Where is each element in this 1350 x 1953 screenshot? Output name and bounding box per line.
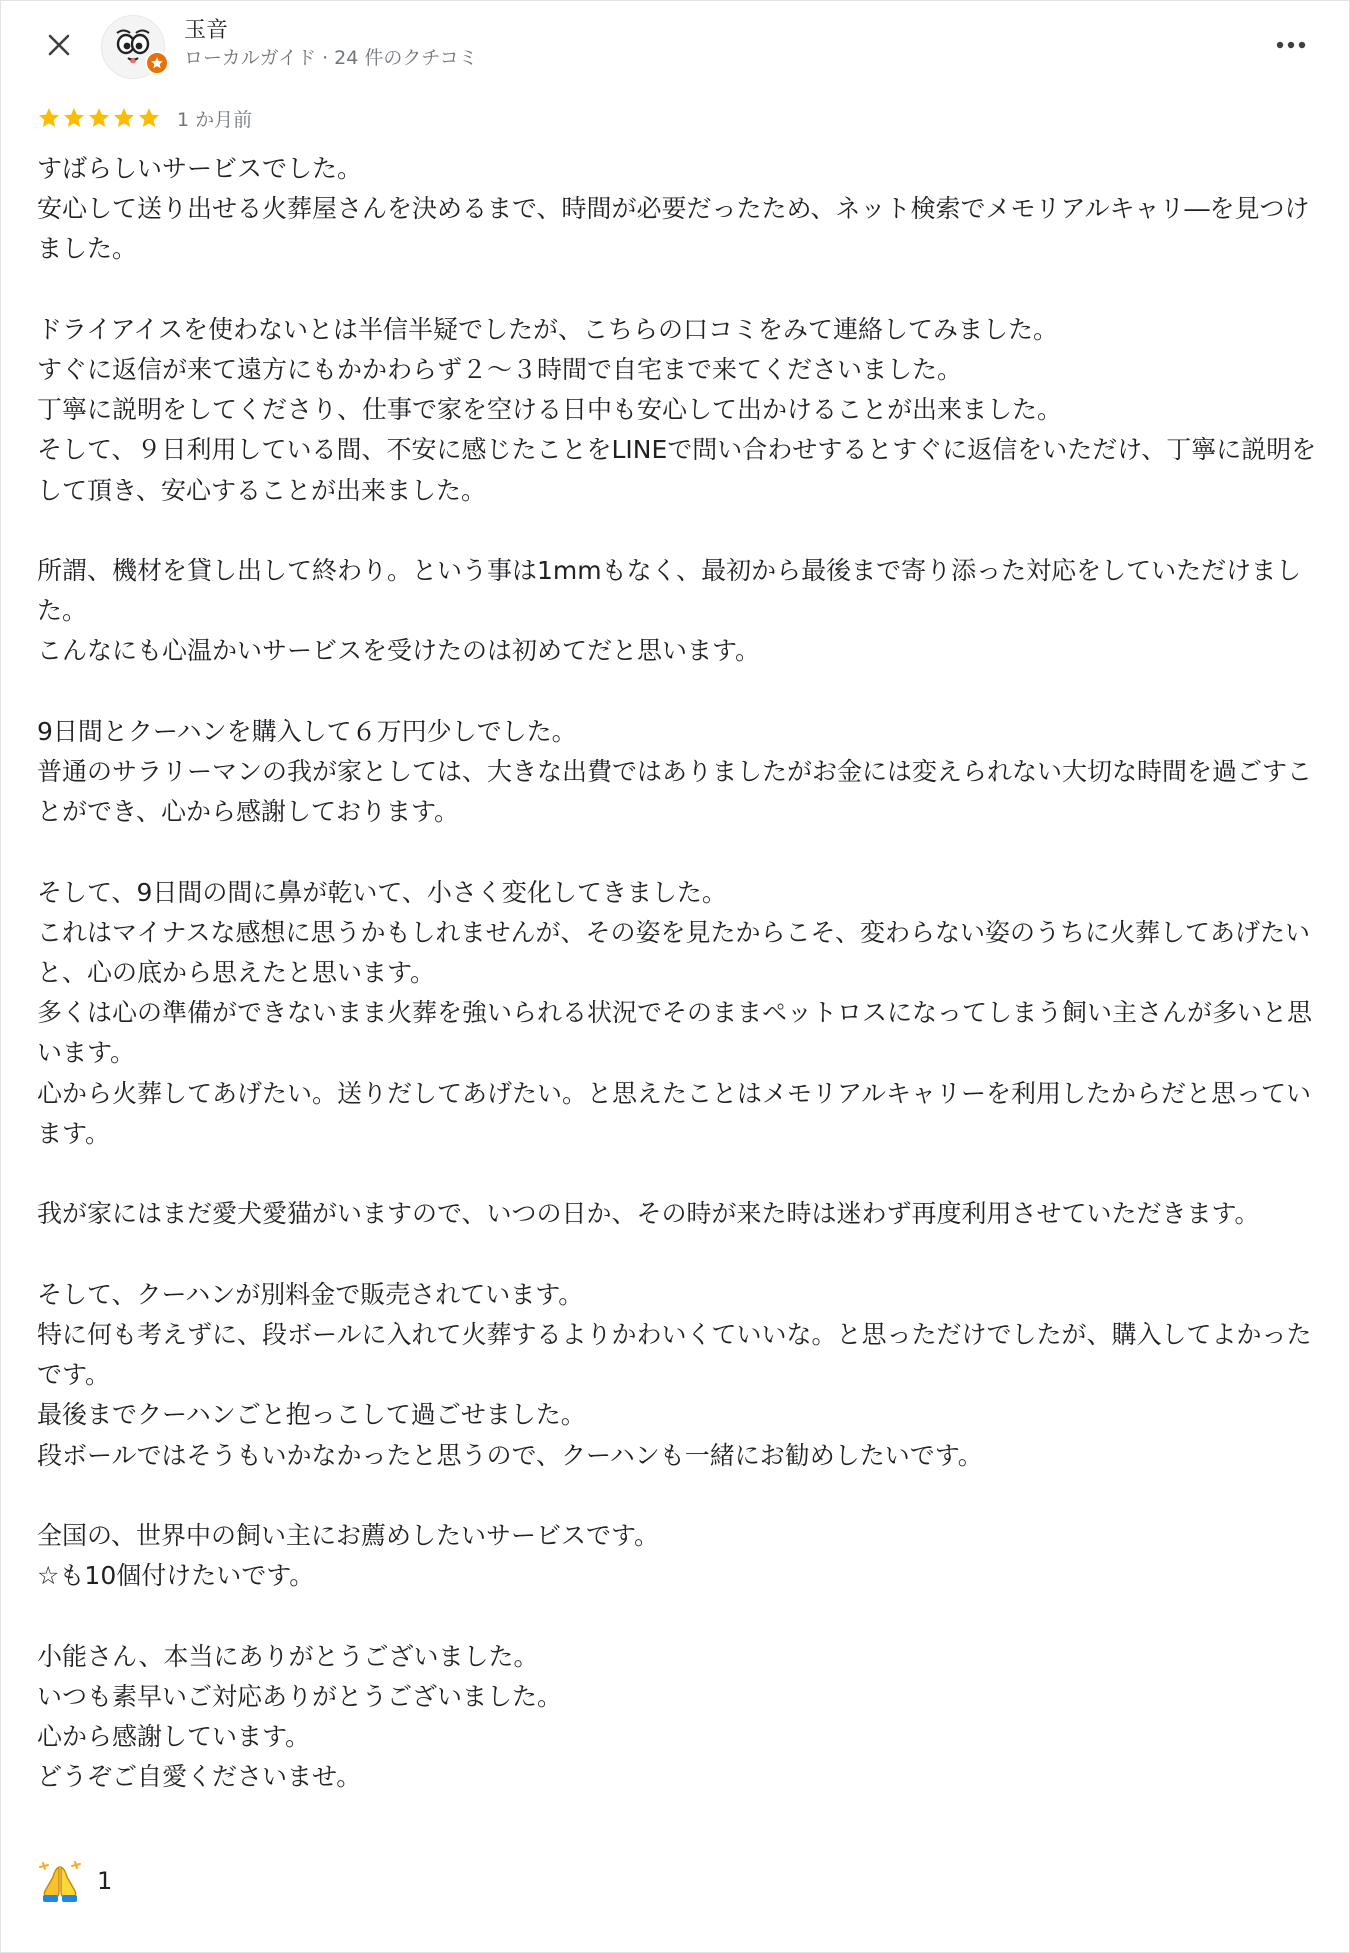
more-dots-icon [1275, 40, 1307, 50]
reviewer-name[interactable]: 玉音 [184, 18, 229, 43]
review-text: すばらしいサービスでした。 安心して送り出せる火葬屋さんを決めるまで、時間が必要だったため、ネット検索でメモリアルキャリ―を見つけました。 ドライアイスを使わないとは半信半疑でしたが、こちらの口コミをみて連絡してみました。 すぐに返信が来て遠方にもかかわらず２〜３時間で自宅まで来てくださいました。 丁寧に説明をしてくださり、仕事で家を空ける日中も安心して出かけることが出来ました。 そして、９日利用している間、不安に感じたことをLINEで問い合わせするとすぐに返信をいただけ、丁寧に説明をして頂き、安心することが出来ました。 所謂、機材を貸し出して終わり。という事は1mmもなく、最初から最後まで寄り添った対応をしていただけました。 こんなにも心温かいサービスを受けたのは初めてだと思います。 9日間とクーハンを購入して６万円少しでした。 普通のサラリーマンの我が家としては、大きな出費ではありましたがお金には変えられない大切な時間を過ごすことができ、心から感謝しております。 そして、9日間の間に鼻が乾いて、小さく変化してきました。 これはマイナスな感想に思うかもしれませんが、その姿を見たからこそ、変わらない姿のうちに火葬してあげたいと、心の底から思えたと思います。 多くは心の準備ができないまま火葬を強いられる状況でそのままペットロスになってしまう飼い主さんが多いと思います。 心から火葬してあげたい。送りだしてあげたい。と思えたことはメモリアルキャリーを利用したからだと思っています。 我が家にはまだ愛犬愛猫がいますので、いつの日か、その時が来た時は迷わず再度利用させていただきます。 そして、クーハンが別料金で販売されています。 特に何も考えずに、段ボールに入れて火葬するよりかわいくていいな。と思っただけでしたが、購入してよかったです。 最後までクーハンごと抱っこして過ごせました。 段ボールではそうもいかなかったと思うので、クーハンも一緒にお勧めしたいです。 全国の、世界中の飼い主にお薦めしたいサービスです。 ☆も10個付けたいです。 小能さん、本当にありがとうございました。 いつも素早いご対応ありがとうございました。 心から感謝しています。 どうぞご自愛くださいませ。 [37, 154, 1317, 1792]
close-button[interactable] [39, 25, 79, 65]
rating-row [37, 105, 252, 131]
close-icon [47, 33, 71, 57]
star-icon [112, 106, 136, 130]
reaction-count: 1 [97, 1867, 113, 1895]
star-icon [62, 106, 86, 130]
star-icon [87, 106, 111, 130]
local-guide-star-icon [150, 56, 164, 70]
star-icon [137, 106, 161, 130]
local-guide-badge [145, 51, 169, 75]
folded-hands-icon [37, 1859, 83, 1903]
reviewer-meta[interactable]: ローカルガイド · 24 件のクチコミ [184, 47, 478, 69]
reaction-button[interactable] [37, 1859, 112, 1903]
star-rating [37, 106, 161, 130]
star-icon [37, 106, 61, 130]
review-time: 1 か月前 [177, 108, 253, 131]
more-options-button[interactable] [1269, 25, 1313, 65]
